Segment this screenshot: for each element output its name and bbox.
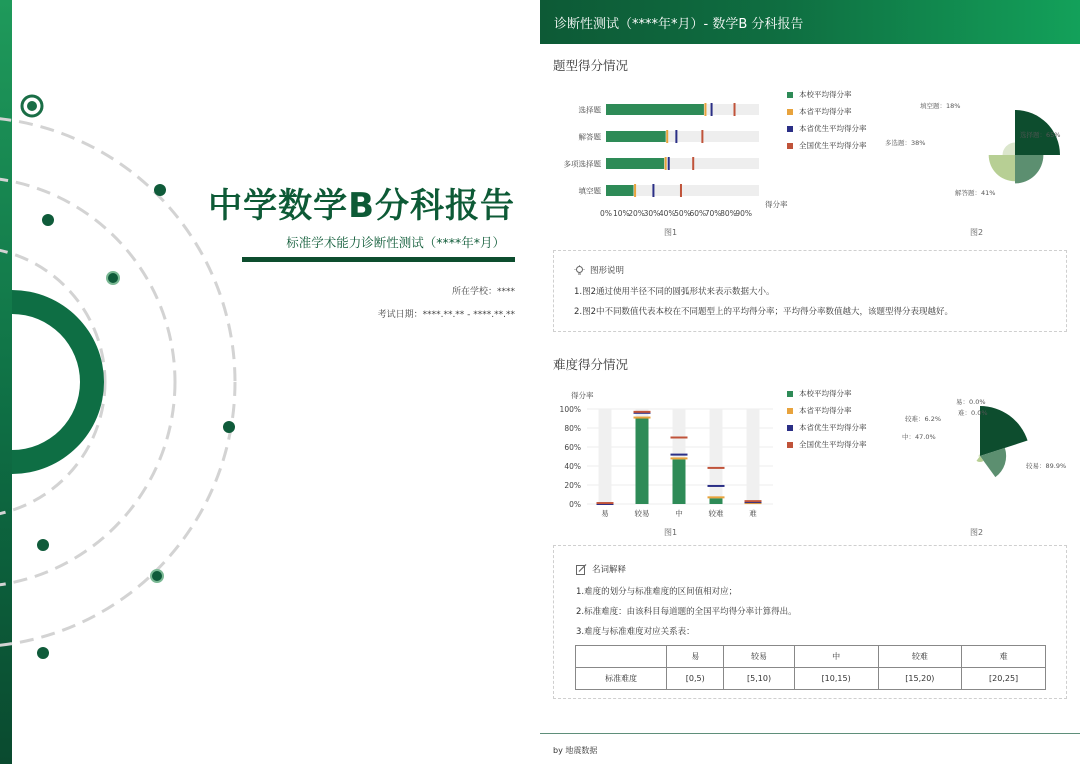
marker (708, 467, 725, 469)
category-label: 填空题 (578, 186, 601, 196)
legend-swatch (787, 442, 793, 448)
marker (665, 157, 667, 170)
tick-label: 100% (559, 405, 581, 414)
marker (711, 103, 713, 116)
ring-dot (37, 539, 49, 551)
pie-slice (1015, 155, 1043, 183)
marker (745, 500, 762, 502)
tick-label: 0% (600, 209, 612, 218)
marker (666, 130, 668, 143)
section-title-difficulty: 难度得分情况 (553, 357, 629, 372)
footer-credit: by 地震数据 (553, 746, 598, 755)
ring-dot (223, 421, 235, 433)
table-cell: [20,25] (962, 668, 1046, 690)
legend-swatch (787, 109, 793, 115)
fig1-caption: 图1 (664, 528, 678, 537)
tick-label: 20% (564, 481, 581, 490)
slice-label: 中：47.0% (902, 433, 936, 441)
fig2-caption: 图2 (970, 528, 984, 537)
cover-exam-date: 考试日期：****.**.** - ****.**.** (377, 310, 515, 320)
tick-label: 80% (720, 209, 737, 218)
bar (606, 185, 634, 196)
marker (634, 417, 651, 419)
bar-track (747, 409, 760, 504)
bar (606, 131, 666, 142)
report-header (540, 0, 1080, 44)
legend-swatch (787, 408, 793, 414)
bar (606, 158, 664, 169)
tick-label: 70% (704, 209, 722, 218)
category-label: 解答题 (578, 132, 601, 142)
tick-label: 0% (569, 500, 581, 509)
fig1-caption: 图1 (664, 228, 678, 237)
marker (634, 184, 636, 197)
fig2-caption: 图2 (970, 228, 984, 237)
marker (634, 411, 651, 413)
category-label: 难 (749, 509, 757, 518)
bar (673, 459, 686, 504)
marker (708, 485, 725, 487)
difficulty-table (575, 645, 1046, 690)
slice-label: 较易：89.9% (1026, 462, 1067, 470)
slice-label: 多选题：38% (885, 139, 926, 147)
slice-label: 易：0.0% (956, 398, 986, 406)
marker (734, 103, 736, 116)
legend-label: 全国优生平均得分率 (799, 440, 867, 449)
marker (675, 130, 677, 143)
legend-swatch (787, 391, 793, 397)
section-title-question-type: 题型得分情况 (553, 58, 629, 73)
difficulty-pie-chart (880, 393, 1075, 513)
table-header-cell: 较易 (724, 646, 794, 668)
marker (671, 437, 688, 439)
table-header-row (576, 646, 1046, 668)
explanation-line-1: 1.图2通过使用半径不同的圆弧形状来表示数据大小。 (574, 287, 775, 297)
tick-label: 40% (658, 209, 676, 218)
cover-divider (242, 257, 515, 262)
table-cell: [5,10) (724, 668, 794, 690)
explanation-title: 图形说明 (590, 266, 625, 276)
slice-label: 选择题：65% (1020, 131, 1061, 139)
marker (704, 103, 706, 116)
tick-label: 30% (643, 209, 661, 218)
category-label: 选择题 (578, 105, 601, 115)
terms-title: 名词解释 (592, 565, 627, 575)
chart-explanation-box (553, 250, 1067, 332)
y-axis-label: 得分率 (571, 391, 594, 400)
ring-dot (107, 272, 119, 284)
table-header-cell: 易 (667, 646, 724, 668)
category-label: 易 (601, 509, 609, 518)
table-cell: [15,20) (878, 668, 962, 690)
legend-swatch (787, 425, 793, 431)
tick-label: 60% (689, 209, 707, 218)
terms-box (553, 545, 1067, 699)
ring-dot (42, 214, 54, 226)
legend-swatch (787, 143, 793, 149)
table-cell: [10,15) (794, 668, 878, 690)
tick-label: 20% (628, 209, 645, 218)
legend-label: 本省平均得分率 (799, 406, 852, 415)
category-label: 多项选择题 (563, 159, 601, 169)
slice-label: 较难：6.2% (905, 415, 942, 423)
table-header-cell: 中 (794, 646, 878, 668)
marker (701, 130, 703, 143)
question-type-bar-chart (553, 88, 793, 223)
category-label: 较易 (634, 509, 650, 518)
difficulty-bar-chart (553, 387, 783, 522)
terms-line-2: 2.标准难度：由该科目每道题的全国平均得分率计算得出。 (576, 607, 797, 617)
ring-dot-core (27, 101, 37, 111)
table-cell: [0,5) (667, 668, 724, 690)
tick-label: 10% (612, 209, 630, 218)
marker (692, 157, 694, 170)
marker (671, 457, 688, 459)
legend-label: 本省平均得分率 (799, 107, 852, 116)
legend-label: 本校平均得分率 (799, 389, 852, 398)
edit-icon (576, 564, 587, 575)
tick-label: 80% (564, 424, 581, 433)
explanation-line-2: 2.图2中不同数值代表本校在不同题型上的平均得分率；平均得分率数值越大，该题型得分表现越好。 (574, 307, 954, 317)
terms-line-1: 1.难度的划分与标准难度的区间值相对应； (576, 587, 738, 597)
marker (671, 454, 688, 456)
category-label: 中 (675, 509, 683, 518)
tick-label: 40% (564, 462, 581, 471)
bar-track (599, 409, 612, 504)
tick-label: 50% (674, 209, 691, 218)
tick-label: 60% (564, 443, 581, 452)
table-header-cell (576, 646, 667, 668)
slice-label: 填空题：18% (920, 102, 961, 110)
legend-label: 本省优生平均得分率 (799, 124, 867, 133)
marker (708, 496, 725, 498)
table-row (576, 668, 1046, 690)
bar (606, 104, 704, 115)
table-header-cell: 较难 (878, 646, 962, 668)
legend-swatch (787, 126, 793, 132)
bar-track (710, 409, 723, 504)
pie-slice (989, 155, 1015, 181)
footer-divider (540, 733, 1080, 734)
marker (652, 184, 654, 197)
table-header-cell: 难 (962, 646, 1046, 668)
category-label: 较难 (708, 509, 724, 518)
terms-header (576, 563, 626, 575)
legend-label: 全国优生平均得分率 (799, 141, 867, 150)
report-header-title: 诊断性测试（****年*月）- 数学B 分科报告 (554, 17, 804, 32)
slice-label: 解答题：41% (955, 189, 996, 197)
legend-swatch (787, 92, 793, 98)
legend-label: 本省优生平均得分率 (799, 423, 867, 432)
table-cell: 标准难度 (576, 668, 667, 690)
slice-label: 难：0.0% (958, 409, 988, 417)
tick-label: 90% (735, 209, 753, 218)
terms-line-3: 3.难度与标准难度对应关系表： (576, 627, 695, 637)
marker (597, 502, 614, 504)
cover-school: 所在学校：**** (451, 287, 515, 297)
cover-title: 中学数学B分科报告 (208, 186, 515, 226)
question-type-pie-chart (880, 95, 1075, 215)
marker (668, 157, 670, 170)
bar (636, 419, 649, 505)
ring-dot (151, 570, 163, 582)
ring-dot (154, 184, 166, 196)
lightbulb-icon (574, 265, 585, 276)
legend-label: 本校平均得分率 (799, 90, 852, 99)
pie-slice (1003, 143, 1015, 155)
x-axis-label: 得分率 (765, 200, 788, 209)
bar (710, 498, 723, 504)
marker (680, 184, 682, 197)
ring-dot (37, 647, 49, 659)
cover-subtitle: 标准学术能力诊断性测试（****年*月） (286, 235, 505, 250)
explanation-header (574, 264, 624, 276)
